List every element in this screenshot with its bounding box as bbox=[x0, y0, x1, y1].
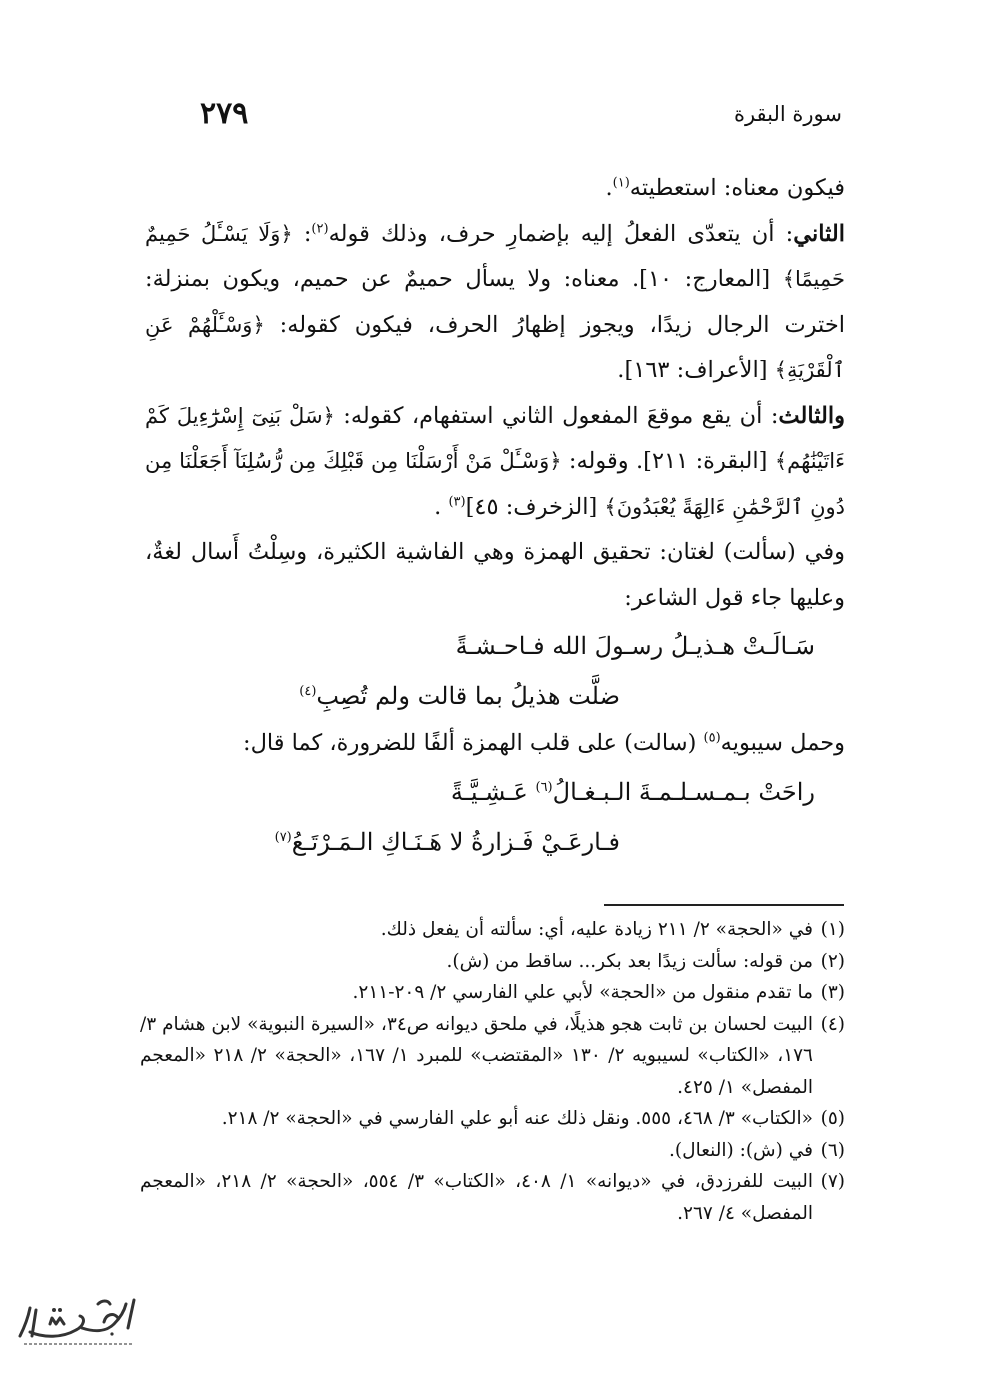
body-text: : أن يقع موقعَ المفعول الثاني استفهام، كقوله: bbox=[334, 402, 779, 429]
body-text: (سالت) على قلب الهمزة ألفًا للضرورة، كما قال: bbox=[242, 730, 704, 756]
verse-text: عَـشِـيَّـةً bbox=[450, 777, 536, 806]
body-text: . bbox=[605, 175, 613, 201]
footnote-text: في (ش): (النعال). bbox=[669, 1139, 813, 1161]
footnote bbox=[140, 1103, 845, 1135]
footnote-ref[interactable]: (٥) bbox=[703, 730, 721, 746]
watermark-logo bbox=[14, 1288, 142, 1348]
paragraph-1 bbox=[145, 166, 845, 212]
footnote-ref[interactable]: (٢) bbox=[311, 221, 329, 236]
footnote-number: (٥) bbox=[820, 1108, 845, 1129]
main-text bbox=[145, 166, 845, 867]
footnote-number: (٢) bbox=[820, 950, 845, 972]
paragraph-5 bbox=[145, 721, 845, 767]
footnote-ref[interactable]: (٦) bbox=[535, 779, 553, 795]
footnote-text: البيت لحسان بن ثابت هجو هذيلًا، في ملحق ديوانه ص٣٤، «السيرة النبوية» لابن هشام ٣/ ١٧٦، «الكتاب» لسيبويه ٢/ ١٣٠ «المقتضب» للمبرد ١/ ١٦٧، «الحجة» ٢/ ٢١٨ «المعجم المفصل» ١/ ٤٢٥. bbox=[140, 1013, 813, 1098]
paragraph-2 bbox=[145, 212, 845, 394]
quran-quote: ﴿سَلْ بَنِىٓ إِسْرَٰٓءِيلَ كَمْ ءَاتَيْنَٰهُم﴾ bbox=[145, 403, 846, 473]
footnotes bbox=[140, 914, 845, 1229]
footnote-ref[interactable]: (٤) bbox=[299, 684, 317, 699]
page-header bbox=[150, 96, 842, 136]
footnote-text: البيت للفرزدق، في «ديوانه» ١/ ٤٠٨، «الكتاب» ٣/ ٥٥٤، «الحجة» ٢/ ٢١٨، «المعجم المفصل» ٤/ ٢٦٧. bbox=[140, 1171, 813, 1224]
body-text: [البقرة: ٢١١]. وقوله: bbox=[561, 448, 775, 474]
paragraph-3 bbox=[145, 394, 845, 531]
surah-title: سورة البقرة bbox=[733, 102, 842, 126]
footnote-ref[interactable]: (٣) bbox=[448, 494, 466, 509]
footnote bbox=[140, 1166, 845, 1229]
footnote-text: ما تقدم منقول من «الحجة» لأبي علي الفارسي ٢/ ٢٠٩-٢١١. bbox=[352, 982, 813, 1003]
footnote bbox=[140, 914, 845, 946]
verse-text: راحَتْ بـمـسـلـمـةَ الـبـغـالُ bbox=[552, 777, 815, 806]
verse-text: فـارعَـيْ فَـزارةُ لا هَـنَـاكِ الـمَـرْتَـعُ bbox=[291, 827, 620, 856]
footnote-text: في «الحجة» ٢/ ٢١١ زيادة عليه، أي: سألته أن يفعل ذلك. bbox=[380, 919, 813, 940]
poetry-verse-1 bbox=[145, 621, 845, 671]
poetry-verse-2 bbox=[145, 671, 845, 721]
footnote-ref[interactable]: (٧) bbox=[274, 829, 292, 845]
footnote-number: (٣) bbox=[820, 982, 845, 1003]
body-text: [المعارج: ١٠]. معناه: ولا يسأل حميمٌ عن حميم، ويكون بمنزلة: اخترت الرجال زيدًا، ويجوز إظهارُ الحرف، فيكون كقوله: bbox=[145, 266, 845, 338]
footnote-number: (٤) bbox=[820, 1013, 845, 1035]
footnote-number: (٧) bbox=[820, 1171, 845, 1192]
footnote-divider bbox=[604, 904, 844, 906]
body-text: . bbox=[434, 493, 449, 520]
body-text: وحمل سيبويه bbox=[720, 730, 845, 756]
verse-text: ضلَّت هذيلُ بما قالت ولم تُصِبِ bbox=[316, 682, 620, 710]
quran-quote: ﴿وَلَا يَسْـَٔلُ حَمِيمٌ حَمِيمًا﴾ bbox=[145, 221, 845, 291]
paragraph-4: وفي (سألت) لغتان: تحقيق الهمزة وهي الفاشية الكثيرة، وسِلْتُ أَسال لغةٌ، وعليها جاء قول الشاعر: bbox=[145, 539, 845, 611]
term-heading: والثالث bbox=[778, 402, 845, 429]
quran-quote: ﴿وَسْـَٔلْ مَنْ أَرْسَلْنَا مِن قَبْلِكَ مِن رُّسُلِنَآ أَجَعَلْنَا مِن دُونِ ٱلرَّحْمَٰنِ ءَالِهَةً يُعْبَدُونَ﴾ bbox=[145, 449, 845, 519]
body-text: [الأعراف: ١٦٣]. bbox=[617, 357, 775, 383]
body-text: فيكون معناه: استعطيته bbox=[629, 175, 845, 201]
body-text: [الزخرف: ٤٥] bbox=[465, 493, 605, 520]
footnote bbox=[140, 1009, 845, 1104]
footnote bbox=[140, 1135, 845, 1167]
footnote-text: من قوله: سألت زيدًا بعد بكر... ساقط من (ش). bbox=[446, 950, 813, 972]
footnote bbox=[140, 946, 845, 978]
verse-text: سَـالَـتْ هـذيـلُ رسـولَ الله فـاحـشـةً bbox=[455, 632, 815, 660]
term-heading: الثاني bbox=[793, 220, 846, 247]
quran-quote: ﴿وَسْـَٔلْهُمْ عَنِ ٱلْقَرْيَةِ﴾ bbox=[145, 312, 845, 382]
footnote-number: (٦) bbox=[820, 1139, 845, 1161]
footnote bbox=[140, 977, 845, 1009]
body-text: : أن يتعدّى الفعلُ إليه بإضمارِ حرف، وذلك قوله bbox=[328, 220, 794, 247]
body-text: : bbox=[292, 220, 312, 247]
footnote-text: «الكتاب» ٣/ ٤٦٨، ٥٥٥. ونقل ذلك عنه أبو علي الفارسي في «الحجة» ٢/ ٢١٨. bbox=[221, 1108, 813, 1129]
poetry-verse-3 bbox=[145, 767, 845, 817]
page-number: ٢٧٩ bbox=[200, 96, 249, 131]
footnote-number: (١) bbox=[820, 919, 845, 940]
poetry-verse-4 bbox=[145, 817, 845, 867]
footnote-ref[interactable]: (١) bbox=[612, 175, 630, 191]
